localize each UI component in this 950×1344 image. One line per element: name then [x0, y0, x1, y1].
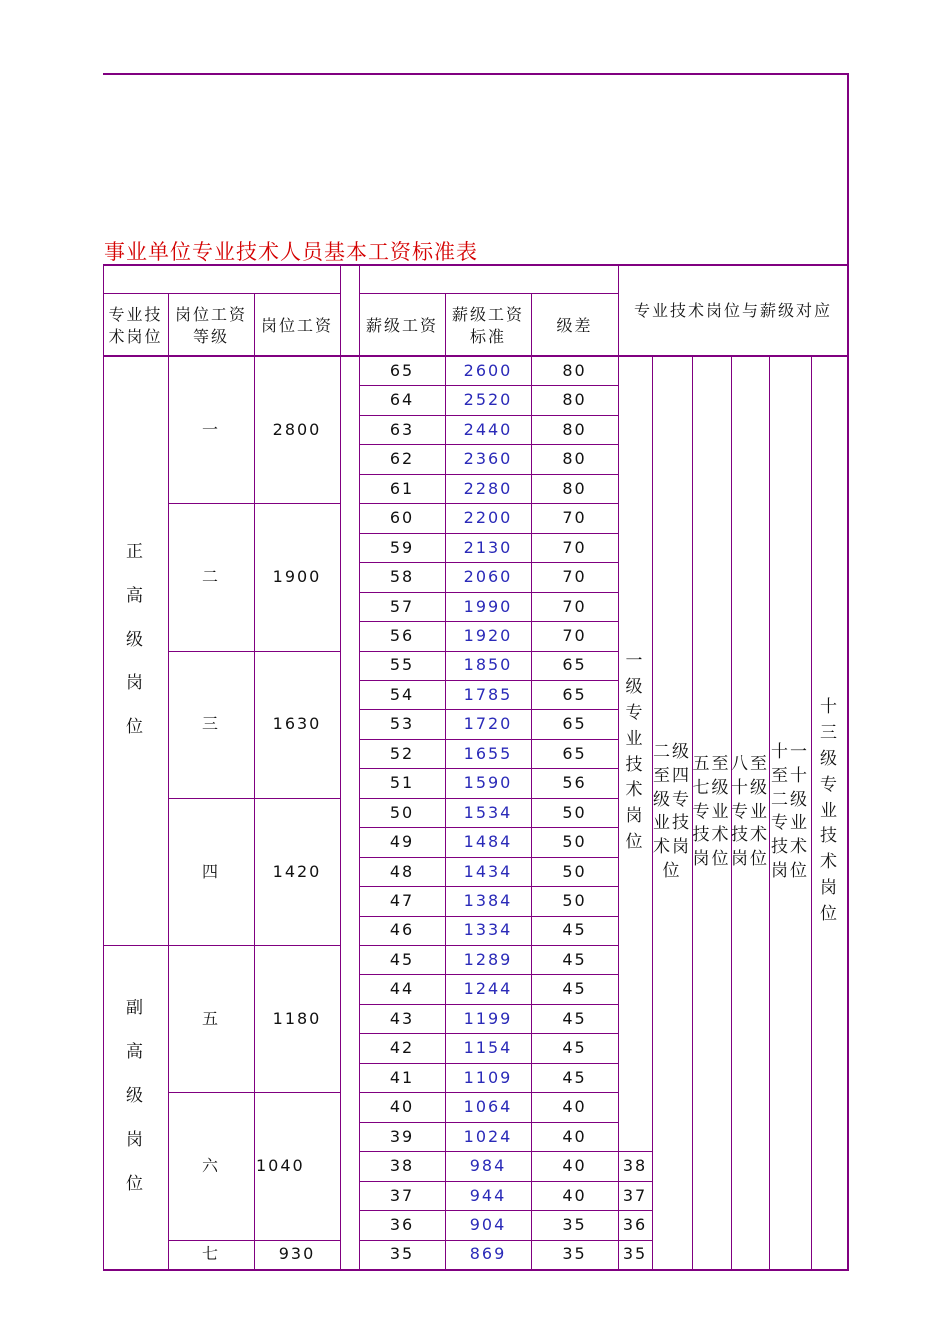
mapping-level-cell: 38 — [622, 1156, 648, 1176]
salary-standard-cell: 984 — [469, 1156, 507, 1176]
level-diff-cell: 80 — [562, 390, 587, 410]
level-diff-cell: 45 — [562, 949, 587, 969]
salary-level-cell: 38 — [389, 1156, 415, 1176]
salary-level-cell: 56 — [389, 625, 415, 645]
level-diff-cell: 70 — [562, 508, 587, 528]
salary-level-cell: 37 — [389, 1185, 415, 1205]
header-diff: 级差 — [556, 315, 593, 335]
level-diff-cell: 56 — [562, 773, 587, 793]
post-wage-cell: 2800 — [272, 419, 322, 439]
grid-line — [103, 73, 848, 75]
salary-level-cell: 64 — [389, 390, 415, 410]
level-diff-cell: 50 — [562, 832, 587, 852]
grade-cell: 二 — [201, 567, 220, 587]
salary-standard-cell: 2280 — [463, 478, 513, 498]
level-diff-cell: 45 — [562, 1038, 587, 1058]
salary-level-cell: 49 — [389, 832, 415, 852]
page-title: 事业单位专业技术人员基本工资标准表 — [104, 240, 478, 264]
salary-standard-cell: 1785 — [463, 684, 513, 704]
post-wage-cell: 930 — [278, 1244, 316, 1264]
level-diff-cell: 80 — [562, 449, 587, 469]
header-grade: 岗位工资 等级 — [174, 304, 247, 346]
post-wage-cell: 1900 — [272, 567, 322, 587]
salary-level-cell: 48 — [389, 861, 415, 881]
level-diff-cell: 45 — [562, 979, 587, 999]
salary-standard-cell: 2200 — [463, 508, 513, 528]
salary-level-cell: 45 — [389, 949, 415, 969]
salary-standard-cell: 1244 — [463, 979, 513, 999]
mapping-level-cell: 37 — [622, 1185, 648, 1205]
salary-standard-cell: 1334 — [463, 920, 513, 940]
grid-line — [359, 293, 618, 294]
mapping-col-1: 一 级 专 业 技 术 岗 位 — [625, 651, 645, 852]
salary-level-cell: 35 — [389, 1244, 415, 1264]
level-diff-cell: 50 — [562, 891, 587, 911]
salary-standard-cell: 2130 — [463, 537, 513, 557]
salary-level-cell: 39 — [389, 1126, 415, 1146]
level-diff-cell: 80 — [562, 478, 587, 498]
salary-standard-cell: 1154 — [463, 1038, 513, 1058]
level-diff-cell: 70 — [562, 567, 587, 587]
salary-standard-cell: 2360 — [463, 449, 513, 469]
level-diff-cell: 40 — [562, 1156, 587, 1176]
post-wage-cell: 1180 — [272, 1008, 322, 1028]
salary-level-cell: 65 — [389, 360, 415, 380]
grid-line — [103, 293, 340, 294]
level-diff-cell: 80 — [562, 360, 587, 380]
category-senior: 正 高 级 岗 位 — [126, 542, 145, 738]
salary-standard-cell: 2520 — [463, 390, 513, 410]
salary-standard-cell: 944 — [469, 1185, 507, 1205]
header-salary-standard: 薪级工资 标准 — [451, 304, 524, 346]
salary-level-cell: 54 — [389, 684, 415, 704]
salary-standard-cell: 1109 — [463, 1067, 513, 1087]
salary-standard-cell: 1289 — [463, 949, 513, 969]
level-diff-cell: 40 — [562, 1126, 587, 1146]
salary-standard-cell: 2060 — [463, 567, 513, 587]
salary-standard-cell: 1384 — [463, 891, 513, 911]
salary-standard-cell: 904 — [469, 1214, 507, 1234]
mapping-col-5: 十一 至十 二级 专业 技术 岗位 — [771, 742, 809, 882]
grade-cell: 六 — [201, 1156, 220, 1176]
level-diff-cell: 70 — [562, 625, 587, 645]
salary-level-cell: 42 — [389, 1038, 415, 1058]
post-wage-cell: 1040 — [256, 1156, 305, 1176]
grade-cell: 七 — [201, 1244, 220, 1264]
salary-level-cell: 44 — [389, 979, 415, 999]
salary-standard-cell: 1655 — [463, 743, 513, 763]
level-diff-cell: 45 — [562, 1008, 587, 1028]
category-deputy-senior: 副 高 级 岗 位 — [126, 998, 145, 1194]
level-diff-cell: 65 — [562, 714, 587, 734]
salary-level-cell: 61 — [389, 478, 415, 498]
salary-level-cell: 52 — [389, 743, 415, 763]
mapping-col-2: 二级 至四 级专 业技 术岗 位 — [653, 742, 691, 882]
post-wage-cell: 1630 — [272, 714, 322, 734]
salary-standard-cell: 1064 — [463, 1097, 513, 1117]
salary-standard-cell: 1850 — [463, 655, 513, 675]
level-diff-cell: 35 — [562, 1244, 587, 1264]
salary-level-cell: 60 — [389, 508, 415, 528]
mapping-level-cell: 36 — [622, 1214, 648, 1234]
salary-standard-cell: 1024 — [463, 1126, 513, 1146]
mapping-col-3: 五至 七级 专业 技术 岗位 — [692, 753, 731, 870]
salary-level-cell: 47 — [389, 891, 415, 911]
salary-level-cell: 63 — [389, 419, 415, 439]
level-diff-cell: 35 — [562, 1214, 587, 1234]
salary-standard-cell: 1484 — [463, 832, 513, 852]
salary-standard-cell: 1920 — [463, 625, 513, 645]
grade-cell: 一 — [201, 419, 220, 439]
header-post-wage: 岗位工资 — [260, 315, 333, 335]
level-diff-cell: 40 — [562, 1097, 587, 1117]
grade-cell: 三 — [201, 714, 220, 734]
salary-level-cell: 57 — [389, 596, 415, 616]
level-diff-cell: 40 — [562, 1185, 587, 1205]
grade-cell: 四 — [201, 861, 220, 881]
mapping-level-cell: 35 — [622, 1244, 648, 1264]
level-diff-cell: 50 — [562, 861, 587, 881]
header-mapping: 专业技术岗位与薪级对应 — [633, 300, 832, 320]
salary-standard-cell: 1534 — [463, 802, 513, 822]
salary-level-cell: 59 — [389, 537, 415, 557]
salary-level-cell: 46 — [389, 920, 415, 940]
mapping-col-6: 十 三 级 专 业 技 术 岗 位 — [820, 697, 839, 924]
level-diff-cell: 50 — [562, 802, 587, 822]
post-wage-cell: 1420 — [272, 861, 322, 881]
level-diff-cell: 45 — [562, 1067, 587, 1087]
level-diff-cell: 65 — [562, 655, 587, 675]
salary-level-cell: 51 — [389, 773, 415, 793]
header-post: 专业技 术岗位 — [108, 304, 163, 346]
salary-level-cell: 50 — [389, 802, 415, 822]
salary-level-cell: 53 — [389, 714, 415, 734]
salary-level-cell: 40 — [389, 1097, 415, 1117]
salary-standard-cell: 1199 — [463, 1008, 513, 1028]
level-diff-cell: 70 — [562, 596, 587, 616]
level-diff-cell: 70 — [562, 537, 587, 557]
header-salary-level: 薪级工资 — [365, 315, 438, 335]
grid-line — [340, 1269, 359, 1271]
mapping-col-4: 八至 十级 专业 技术 岗位 — [731, 753, 769, 870]
salary-level-cell: 41 — [389, 1067, 415, 1087]
salary-standard-cell: 2440 — [463, 419, 513, 439]
salary-level-cell: 62 — [389, 449, 415, 469]
level-diff-cell: 80 — [562, 419, 587, 439]
salary-standard-cell: 1990 — [463, 596, 513, 616]
salary-standard-cell: 2600 — [463, 360, 513, 380]
level-diff-cell: 65 — [562, 743, 587, 763]
salary-level-cell: 55 — [389, 655, 415, 675]
level-diff-cell: 65 — [562, 684, 587, 704]
grid-line — [103, 1269, 849, 1271]
salary-level-cell: 36 — [389, 1214, 415, 1234]
salary-level-cell: 43 — [389, 1008, 415, 1028]
salary-level-cell: 58 — [389, 567, 415, 587]
salary-standard-cell: 1434 — [463, 861, 513, 881]
level-diff-cell: 45 — [562, 920, 587, 940]
grade-cell: 五 — [201, 1008, 220, 1028]
salary-standard-cell: 869 — [469, 1244, 507, 1264]
salary-standard-cell: 1720 — [463, 714, 513, 734]
salary-standard-cell: 1590 — [463, 773, 513, 793]
